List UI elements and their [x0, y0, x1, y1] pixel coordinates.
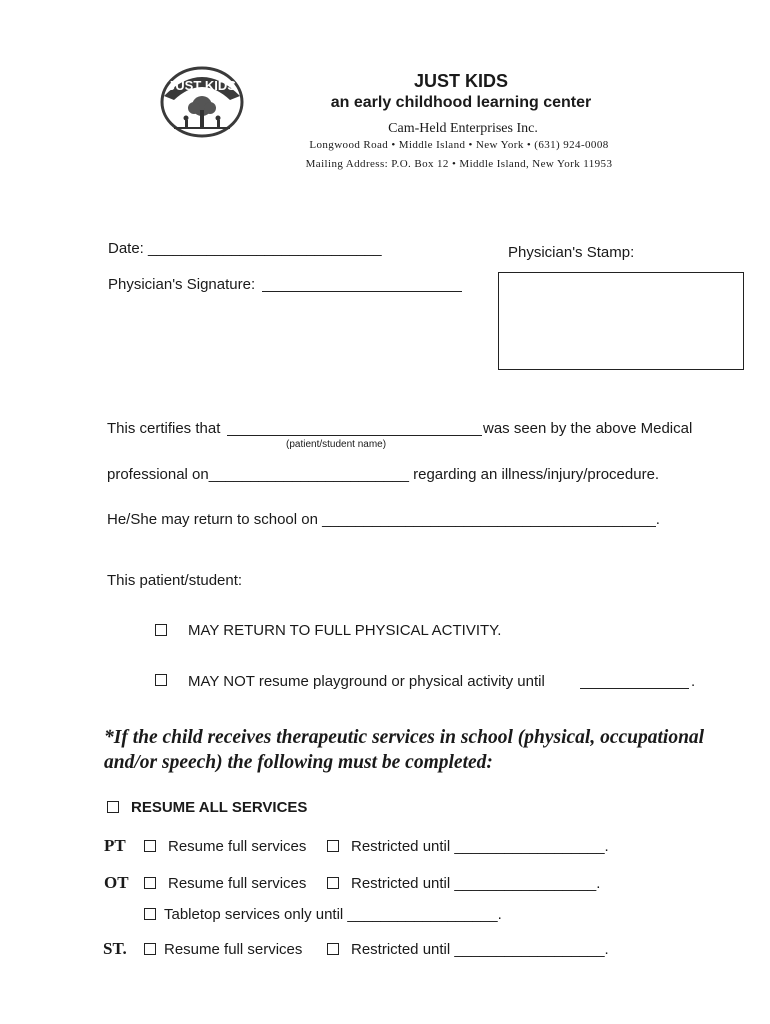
restricted-activity-label: MAY NOT resume playground or physical activity until: [188, 673, 545, 690]
st-label: ST.: [103, 939, 127, 958]
ot-restricted-field[interactable]: Restricted until _________________.: [351, 875, 601, 892]
patient-name-hint: (patient/student name): [286, 439, 387, 450]
physician-signature-line[interactable]: [262, 291, 462, 292]
ot-resume-checkbox[interactable]: [144, 875, 156, 893]
st-resume-checkbox[interactable]: [144, 941, 156, 959]
therapy-note: *If the child receives therapeutic services in school (physical, occupational and/or speech) the following must be completed:: [104, 727, 705, 773]
address-line: Longwood Road • Middle Island • New York • (631) 924-0008: [309, 139, 609, 151]
company-name: Cam-Held Enterprises Inc.: [388, 121, 538, 136]
ot-resume-label: Resume full services: [168, 875, 307, 892]
ot-tabletop-checkbox[interactable]: [144, 906, 156, 924]
ot-label: OT: [104, 873, 129, 892]
date-field[interactable]: Date: ____________________________: [108, 240, 382, 257]
restricted-activity-checkbox[interactable]: [155, 672, 167, 690]
pt-resume-label: Resume full services: [168, 838, 307, 855]
resume-all-label: RESUME ALL SERVICES: [131, 799, 308, 816]
return-date-line[interactable]: He/She may return to school on ________________________________________.: [107, 511, 660, 528]
pt-restricted-checkbox[interactable]: [327, 838, 339, 856]
physician-stamp-label: Physician's Stamp:: [508, 244, 635, 261]
ot-restricted-checkbox[interactable]: [327, 875, 339, 893]
physician-signature-label: Physician's Signature:: [108, 276, 256, 293]
restricted-activity-period: .: [691, 673, 696, 690]
center-title: JUST KIDS: [413, 71, 509, 91]
st-resume-label: Resume full services: [164, 941, 303, 958]
physician-stamp-box[interactable]: [498, 272, 744, 370]
professional-line[interactable]: professional on________________________ regarding an illness/injury/procedure.: [107, 466, 660, 483]
resume-all-checkbox[interactable]: [107, 799, 119, 817]
certifies-prefix: This certifies that: [107, 420, 221, 437]
pt-label: PT: [104, 836, 126, 855]
full-activity-checkbox[interactable]: [155, 622, 167, 640]
st-restricted-checkbox[interactable]: [327, 941, 339, 959]
pt-restricted-field[interactable]: Restricted until __________________.: [351, 838, 609, 855]
pt-resume-checkbox[interactable]: [144, 838, 156, 856]
center-subtitle: an early childhood learning center: [330, 94, 592, 111]
restricted-activity-date-line[interactable]: [580, 688, 689, 689]
full-activity-label: MAY RETURN TO FULL PHYSICAL ACTIVITY.: [188, 622, 502, 639]
patient-label: This patient/student:: [107, 572, 243, 589]
patient-name-line[interactable]: [227, 435, 482, 436]
st-restricted-field[interactable]: Restricted until __________________.: [351, 941, 609, 958]
logo-lettering: JUST KIDS: [168, 78, 236, 93]
ot-tabletop-field[interactable]: Tabletop services only until __________________.: [164, 906, 502, 923]
certifies-suffix: was seen by the above Medical: [483, 420, 693, 437]
mailing-address: Mailing Address: P.O. Box 12 • Middle Island, New York 11953: [305, 158, 613, 170]
